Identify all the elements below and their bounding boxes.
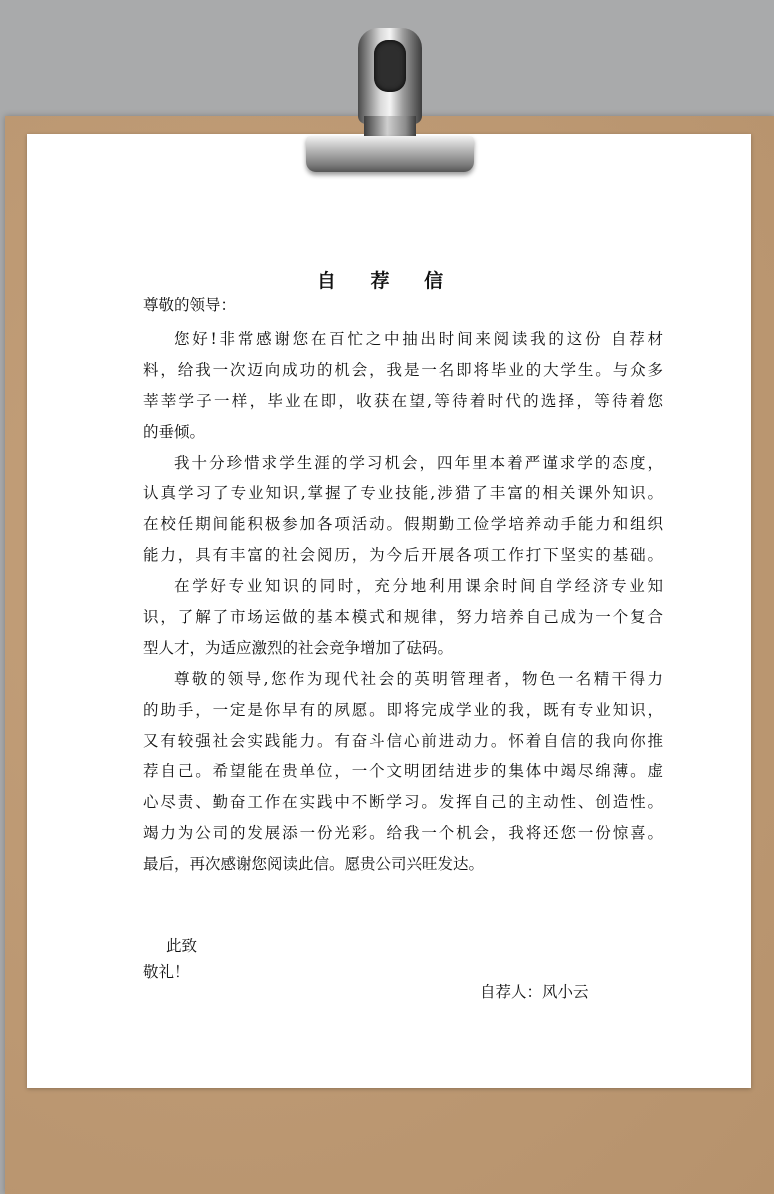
body-line: 最后，再次感谢您阅读此信。愿贵公司兴旺发达。 <box>143 855 485 874</box>
body-line: 型人才，为适应激烈的社会竞争增加了砝码。 <box>143 638 454 657</box>
body-line: 的垂倾。 <box>143 422 206 441</box>
binder-clip-icon <box>300 28 480 178</box>
body-line: 识，了解了市场运做的基本模式和规律，努力培养自己成为一个复合 <box>143 608 663 627</box>
body-line: 竭力为公司的发展添一份光彩。给我一个机会，我将还您一份惊喜。 <box>143 824 663 843</box>
letter-body <box>143 324 663 880</box>
body-line: 在校任期间能积极参加各项活动。假期勤工俭学培养动手能力和组织 <box>143 515 663 534</box>
signature: 自荐人：风小云 <box>480 983 589 1001</box>
body-line: 又有较强社会实践能力。有奋斗信心前进动力。怀着自信的我向你推 <box>143 731 663 750</box>
body-line: 莘莘学子一样，毕业在即，收获在望,等待着时代的选择，等待着您 <box>143 391 663 410</box>
body-line: 荐自己。希望能在贵单位，一个文明团结进步的集体中竭尽绵薄。虚 <box>143 762 663 781</box>
body-line: 能力，具有丰富的社会阅历，为今后开展各项工作打下坚实的基础。 <box>143 546 663 565</box>
body-line: 我十分珍惜求学生涯的学习机会，四年里本着严谨求学的态度， <box>174 453 663 472</box>
salutation: 尊敬的领导： <box>143 296 237 314</box>
body-line: 心尽责、勤奋工作在实践中不断学习。发挥自己的主动性、创造性。 <box>143 793 663 812</box>
body-line: 尊敬的领导,您作为现代社会的英明管理者，物色一名精干得力 <box>174 669 663 688</box>
body-line: 的助手，一定是你早有的夙愿。即将完成学业的我，既有专业知识， <box>143 700 663 719</box>
body-line: 在学好专业知识的同时，充分地利用课余时间自学经济专业知 <box>174 577 663 596</box>
closing-line-2: 敬礼！ <box>143 963 190 981</box>
closing-line-1: 此致 <box>166 937 198 955</box>
body-line: 料，给我一次迈向成功的机会，我是一名即将毕业的大学生。与众多 <box>143 360 663 379</box>
letter-title: 自 荐 信 <box>316 270 458 292</box>
body-line: 认真学习了专业知识,掌握了专业技能,涉猎了丰富的相关课外知识。 <box>143 484 663 503</box>
body-line: 您好!非常感谢您在百忙之中抽出时间来阅读我的这份 自荐材 <box>174 330 663 348</box>
